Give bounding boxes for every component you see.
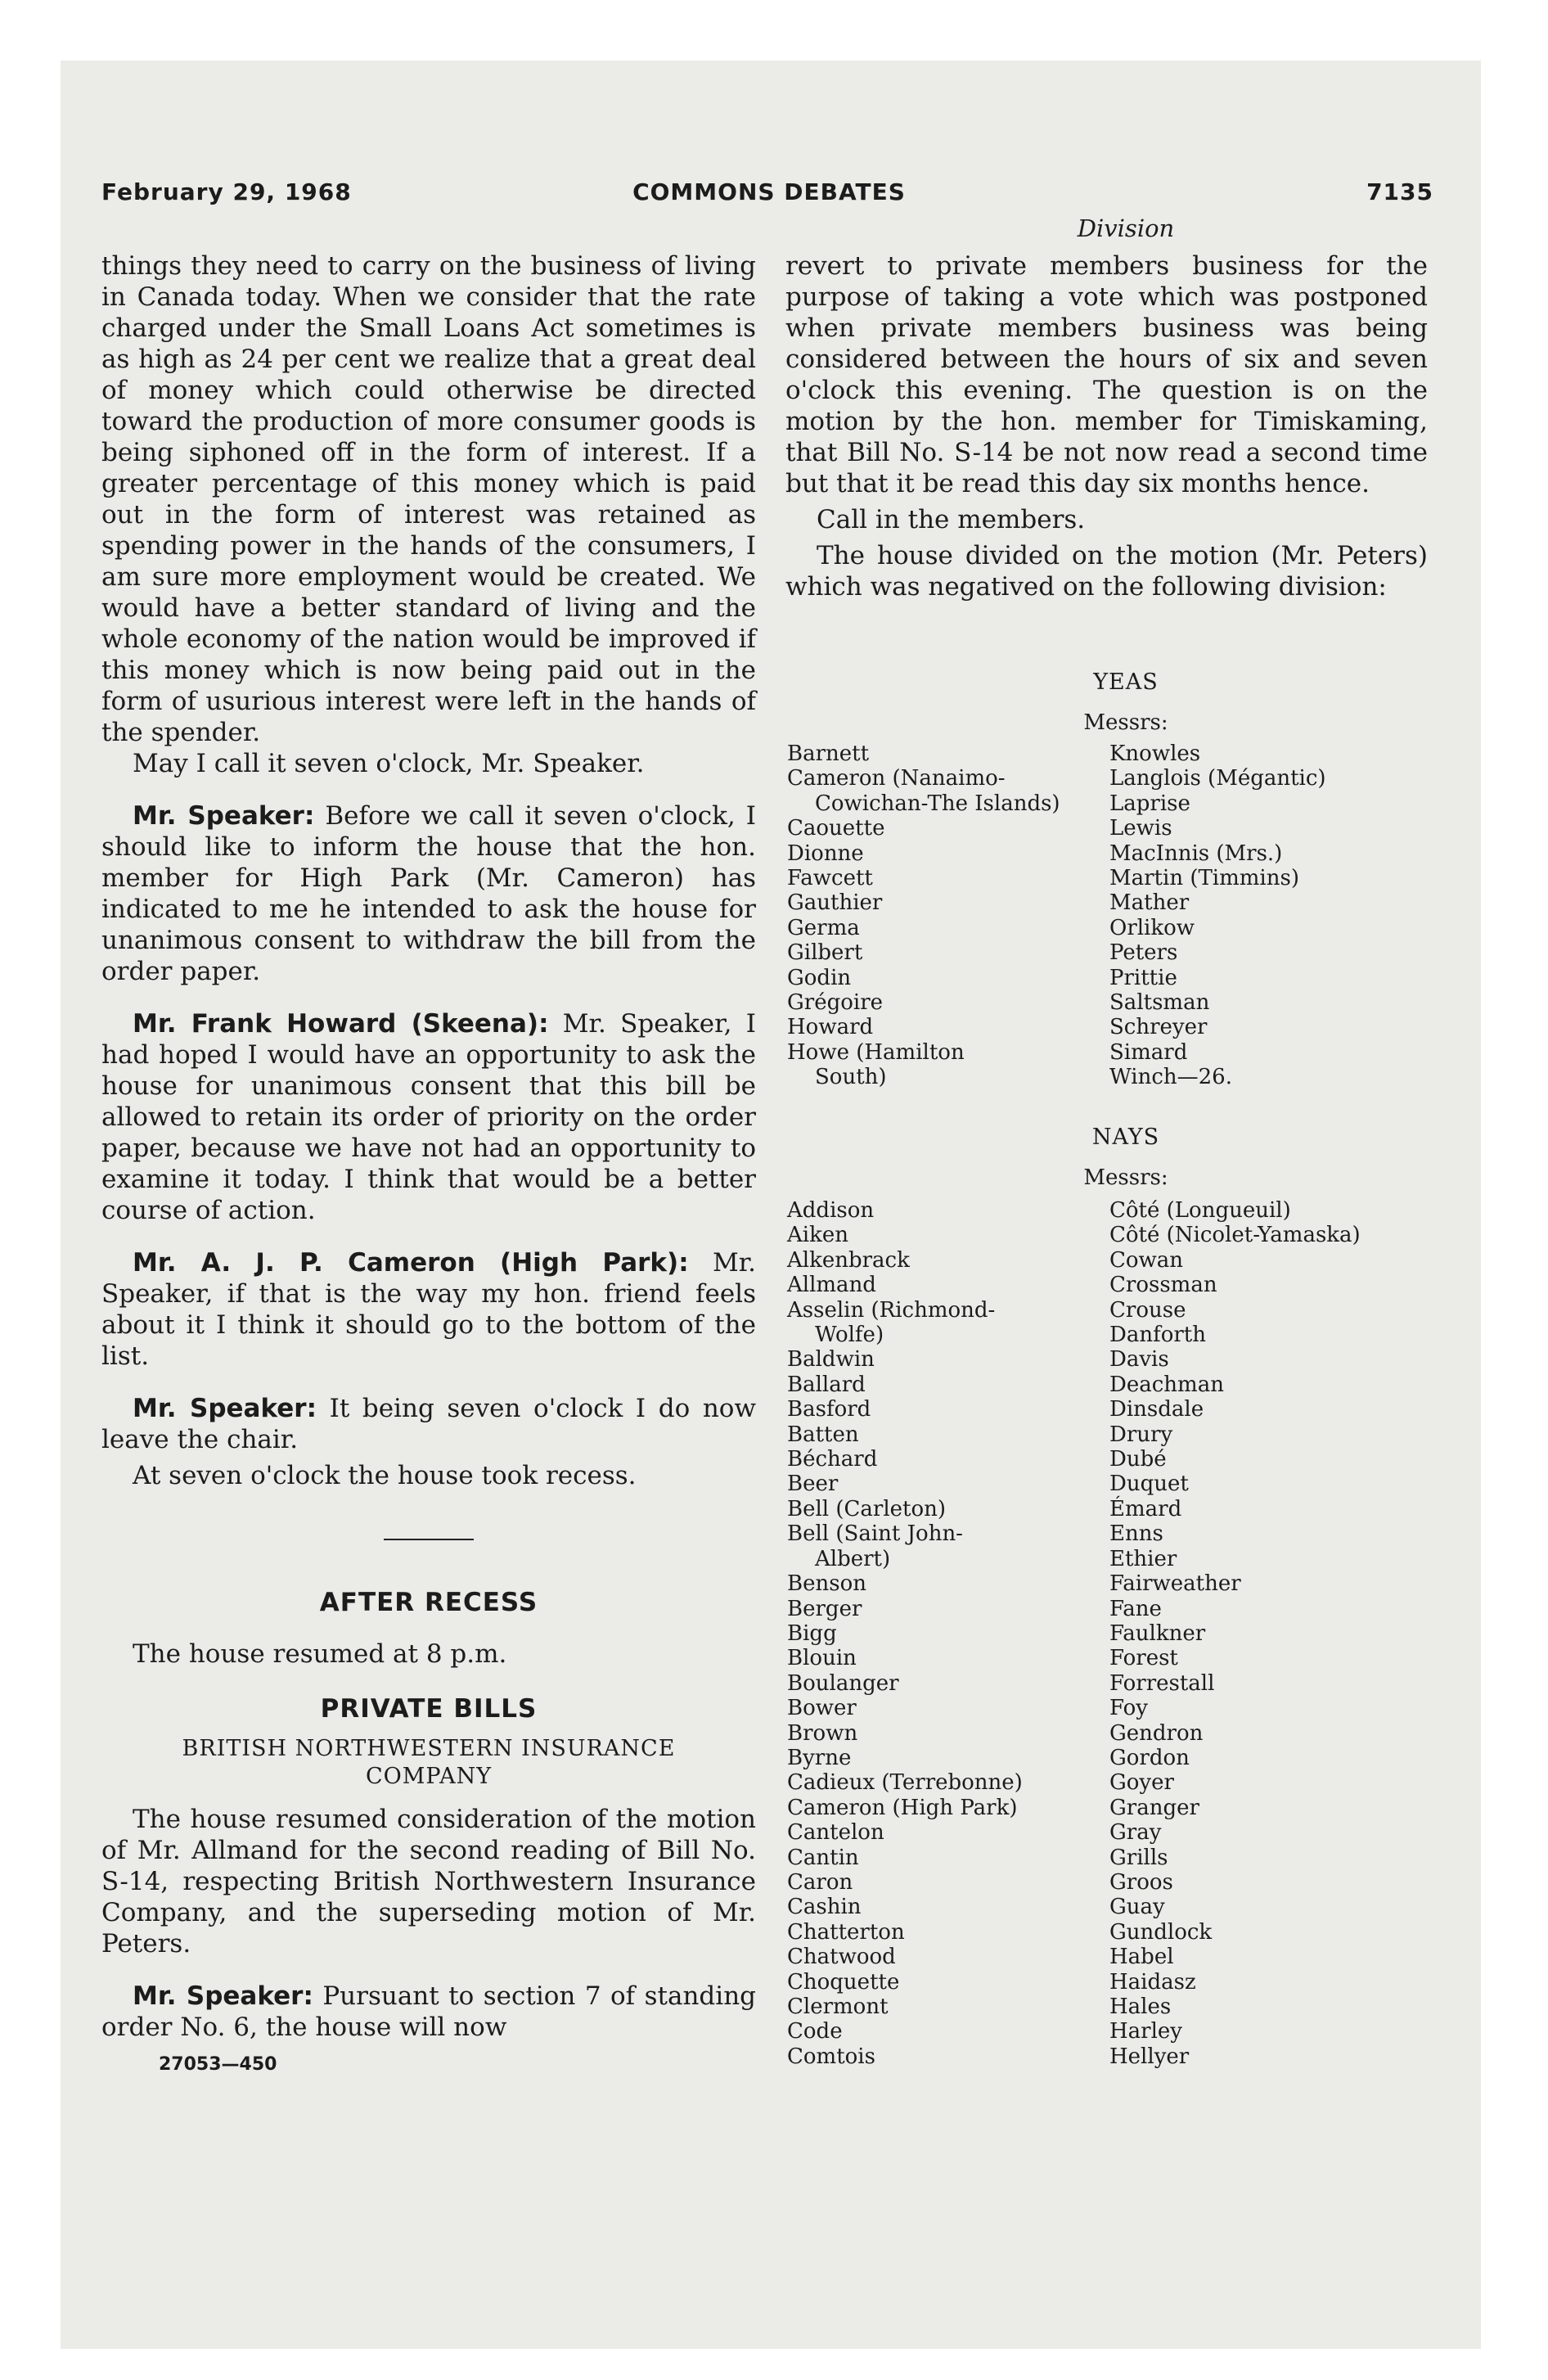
member-name: Crouse <box>1109 1297 1186 1323</box>
member-name: Ballard <box>787 1372 866 1397</box>
member-name: Forrestall <box>1109 1670 1215 1696</box>
left-column <box>101 250 756 2075</box>
member-name: Code <box>787 2019 843 2044</box>
member-name: Cowichan-The Islands) <box>815 791 1060 816</box>
member-name: Beer <box>787 1472 839 1497</box>
member-name: Bell (Saint John- <box>787 1521 963 1547</box>
member-name: Berger <box>787 1596 862 1621</box>
paragraph: The house divided on the motion (Mr. Peters) which was negatived on the following division: <box>785 541 1428 602</box>
member-name: Cameron (High Park) <box>787 1795 1018 1820</box>
paragraph: revert to private members business for the purpose of taking a vote which was postponed when private members business was being considered between the hours of six and seven o'clock this evening. The question is on the motion by the hon. member for Timiskaming, that Bill No. S-14 be not now read a second time but that it be read this day six months hence. <box>785 251 1428 498</box>
member-name: Addison <box>787 1198 875 1223</box>
speech-text: Before we call it seven o'clock, I should like to inform the house that the hon. member for High Park (Mr. Cameron) has indicated to me he intended to ask the house for unanimous consent to withdraw the bill from the order paper. <box>101 801 756 986</box>
member-name: Martin (Timmins) <box>1109 866 1299 891</box>
member-name: Granger <box>1109 1795 1199 1820</box>
member-name: Choquette <box>787 1969 900 1995</box>
speaker-name: Mr. A. J. P. Cameron (High Park): <box>133 1248 689 1278</box>
paragraph: Call in the members. <box>817 505 1086 534</box>
bill-subject-heading: BRITISH NORTHWESTERN INSURANCE COMPANY <box>182 1736 676 1789</box>
nays-list-left <box>787 1198 1023 2069</box>
yeas-list-left <box>787 741 1060 1090</box>
speech <box>101 800 756 987</box>
member-name: Foy <box>1109 1696 1148 1721</box>
member-name: Batten <box>787 1422 859 1447</box>
member-name: Enns <box>1109 1521 1163 1547</box>
member-name: Comtois <box>787 2044 875 2069</box>
header-date: February 29, 1968 <box>101 178 352 205</box>
member-name: Davis <box>1109 1347 1169 1373</box>
member-name: Goyer <box>1109 1770 1174 1796</box>
member-name: Aiken <box>787 1223 848 1248</box>
member-name: Chatwood <box>787 1945 896 1970</box>
member-name: Basford <box>787 1397 871 1422</box>
member-name: Lewis <box>1109 816 1172 841</box>
header-page-number: 7135 <box>1366 178 1433 205</box>
member-name: Benson <box>787 1571 866 1597</box>
member-name: Alkenbrack <box>787 1247 910 1273</box>
nays-list-right <box>1109 1198 1361 2069</box>
member-name: South) <box>815 1065 887 1090</box>
section-heading-after-recess: AFTER RECESS <box>319 1588 538 1617</box>
member-name: Howard <box>787 1015 874 1040</box>
right-column <box>785 250 1428 602</box>
paragraph: The house resumed at 8 p.m. <box>133 1639 507 1669</box>
paragraph: The house resumed consideration of the motion of Mr. Allmand for the second reading of Bill No. S-14, respecting British Northwestern Insurance Company, and the superseding motion of Mr. Peters. <box>101 1805 756 1959</box>
member-name: Deachman <box>1109 1372 1224 1397</box>
member-name: Brown <box>787 1720 858 1746</box>
speech-text: Pursuant to section 7 of standing order No. 6, the house will now <box>101 1981 756 2042</box>
member-name: Allmand <box>787 1273 876 1298</box>
member-name: Cantelon <box>787 1820 884 1846</box>
member-name: Béchard <box>787 1447 878 1472</box>
member-name: Gendron <box>1109 1720 1204 1746</box>
yeas-messrs: Messrs: <box>1083 710 1168 735</box>
speaker-name: Mr. Speaker: <box>133 1394 317 1423</box>
member-name: Habel <box>1109 1945 1174 1970</box>
section-heading-private-bills: PRIVATE BILLS <box>320 1694 538 1724</box>
member-name: Forest <box>1109 1646 1178 1671</box>
member-name: Grégoire <box>787 990 884 1016</box>
member-name: Émard <box>1109 1496 1182 1521</box>
member-name: Cadieux (Terrebonne) <box>787 1770 1023 1796</box>
header-title: COMMONS DEBATES <box>632 178 906 205</box>
speaker-name: Mr. Frank Howard (Skeena): <box>133 1009 549 1039</box>
member-name: Dionne <box>787 841 864 866</box>
member-name: Gray <box>1109 1820 1162 1846</box>
member-name: Côté (Longueuil) <box>1109 1198 1291 1223</box>
member-name: Fairweather <box>1109 1571 1241 1597</box>
paragraph: things they need to carry on the business of living in Canada today. When we consider that the rate charged under the Small Loans Act sometimes is as high as 24 per cent we realize that a great deal of money which could otherwise be directed toward the production of more consumer goods is being siphoned off in the form of interest. If a greater percentage of this money which is paid out in the form of interest was retained as spending power in the hands of the consumers, I am sure more employment would be created. We would have a better standard of living and the whole economy of the nation would be improved if this money which is now being paid out in the form of usurious interest were left in the hands of the spender. <box>101 251 756 747</box>
member-name: Byrne <box>787 1745 852 1770</box>
member-name: Simard <box>1109 1039 1188 1065</box>
speech <box>101 1247 756 1372</box>
member-name: Blouin <box>787 1646 857 1671</box>
member-name: Groos <box>1109 1869 1173 1895</box>
nays-label: NAYS <box>1091 1125 1160 1150</box>
yeas-list-right <box>1109 741 1326 1090</box>
header-section: Division <box>1077 214 1175 242</box>
member-name: Drury <box>1109 1422 1173 1447</box>
member-name: Cantin <box>787 1845 859 1870</box>
member-name: Crossman <box>1109 1273 1217 1298</box>
member-name: Bell (Carleton) <box>787 1496 947 1521</box>
speech-text: It being seven o'clock I do now leave the chair. <box>101 1394 756 1454</box>
member-name: Côté (Nicolet-Yamaska) <box>1109 1223 1361 1248</box>
member-name: Gauthier <box>787 890 883 916</box>
speech <box>101 1981 756 2043</box>
member-name: Winch—26. <box>1109 1065 1232 1090</box>
member-name: Cowan <box>1109 1247 1184 1273</box>
member-name: Godin <box>787 965 852 990</box>
member-name: Saltsman <box>1109 990 1210 1016</box>
member-name: Danforth <box>1109 1323 1206 1348</box>
member-name: Cameron (Nanaimo- <box>787 766 1006 791</box>
member-name: Grills <box>1109 1845 1168 1870</box>
member-name: Howe (Hamilton <box>787 1039 965 1065</box>
print-code: 27053—450 <box>159 2054 277 2075</box>
speaker-name: Mr. Speaker: <box>133 1981 313 2011</box>
yeas-label: YEAS <box>1093 669 1159 695</box>
member-name: Fane <box>1109 1596 1162 1621</box>
member-name: Gilbert <box>787 940 863 966</box>
member-name: Knowles <box>1109 741 1201 766</box>
member-name: Asselin (Richmond- <box>787 1297 996 1323</box>
member-name: Boulanger <box>787 1670 899 1696</box>
speech-text: Mr. Speaker, I had hoped I would have an opportunity to ask the house for unanimous consent that this bill be allowed to retain its order of priority on the order paper, because we have not had an opportunity to examine it today. I think that would be a better course of action. <box>101 1009 756 1225</box>
member-name: Wolfe) <box>815 1323 884 1348</box>
member-name: Haidasz <box>1109 1969 1196 1995</box>
member-name: Albert) <box>815 1546 891 1571</box>
member-name: MacInnis (Mrs.) <box>1109 841 1283 866</box>
member-name: Clermont <box>787 1995 889 2019</box>
paragraph: At seven o'clock the house took recess. <box>133 1461 637 1490</box>
member-name: Faulkner <box>1109 1620 1206 1646</box>
member-name: Dubé <box>1109 1447 1167 1472</box>
member-name: Prittie <box>1109 965 1177 990</box>
speaker-name: Mr. Speaker: <box>133 801 315 831</box>
member-name: Schreyer <box>1109 1015 1208 1040</box>
member-name: Guay <box>1109 1895 1165 1920</box>
member-name: Bigg <box>787 1620 837 1646</box>
member-name: Caron <box>787 1869 853 1895</box>
member-name: Cashin <box>787 1895 862 1920</box>
member-name: Mather <box>1109 890 1190 916</box>
nays-messrs: Messrs: <box>1083 1165 1168 1190</box>
member-name: Baldwin <box>787 1347 875 1373</box>
speech <box>101 1008 756 1226</box>
member-name: Ethier <box>1109 1546 1177 1571</box>
member-name: Harley <box>1109 2019 1182 2044</box>
member-name: Hellyer <box>1109 2044 1190 2069</box>
member-name: Hales <box>1109 1995 1172 2019</box>
member-name: Bower <box>787 1696 857 1721</box>
member-name: Barnett <box>787 741 870 766</box>
member-name: Gundlock <box>1109 1919 1213 1945</box>
speech <box>101 1393 756 1455</box>
member-name: Orlikow <box>1109 915 1195 940</box>
member-name: Caouette <box>787 816 885 841</box>
member-name: Peters <box>1109 940 1178 966</box>
member-name: Germa <box>787 915 860 940</box>
member-name: Laprise <box>1109 791 1190 816</box>
speech-text: Mr. Speaker, if that is the way my hon. friend feels about it I think it should go to the bottom of the list. <box>101 1248 756 1371</box>
paragraph: May I call it seven o'clock, Mr. Speaker. <box>133 749 645 778</box>
member-name: Dinsdale <box>1109 1397 1204 1422</box>
member-name: Chatterton <box>787 1919 905 1945</box>
member-name: Langlois (Mégantic) <box>1109 766 1326 791</box>
member-name: Gordon <box>1109 1745 1190 1770</box>
member-name: Duquet <box>1109 1472 1189 1497</box>
member-name: Fawcett <box>787 866 873 891</box>
